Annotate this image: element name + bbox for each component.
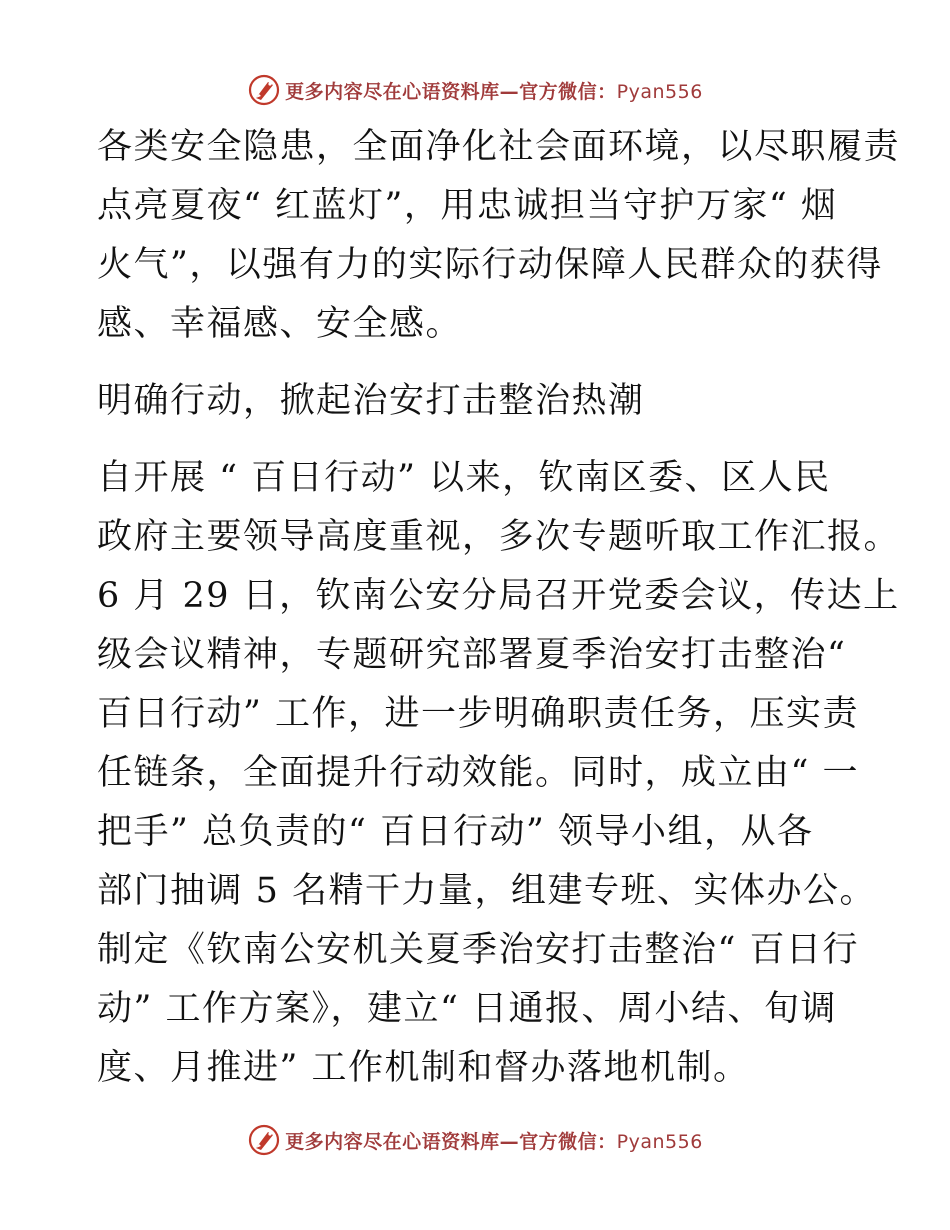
text-line: 制定《钦南公安机关夏季治安打击整治“ 百日行: [97, 930, 860, 970]
header-banner: [0, 70, 950, 110]
text-line: 级会议精神，专题研究部署夏季治安打击整治“: [97, 635, 847, 675]
heading-text: 明确行动，掀起治安打击整治热潮: [97, 381, 645, 421]
text-line: 各类安全隐患，全面净化社会面环境，以尽职履责: [97, 127, 901, 167]
paragraph-2: [97, 449, 901, 1098]
section-heading: [97, 372, 857, 431]
text-line: 部门抽调 5 名精干力量，组建专班、实体办公。: [97, 871, 877, 911]
text-line: 6 月 29 日，钦南公安分局召开党委会议，传达上: [97, 576, 900, 616]
text-line: 火气”，以强有力的实际行动保障人民群众的获得: [97, 245, 883, 285]
text-line: 感、幸福感、安全感。: [97, 304, 463, 344]
text-line: 动” 工作方案》，建立“ 日通报、周小结、旬调: [97, 989, 838, 1029]
text-line: 政府主要领导高度重视，多次专题听取工作汇报。: [97, 517, 901, 557]
text-line: 把手” 总负责的“ 百日行动” 领导小组，从各: [97, 812, 814, 852]
text-line: 点亮夏夜“ 红蓝灯”，用忠诚担当守护万家“ 烟: [97, 186, 838, 226]
pen-nib-logo-icon: [247, 73, 281, 107]
banner-handle: Pyan556: [616, 1130, 703, 1153]
paragraph-1: [97, 118, 901, 354]
banner-text: 更多内容尽在心语资料库—官方微信：: [285, 80, 617, 103]
pen-nib-logo-icon: [247, 1123, 281, 1157]
text-line: 任链条，全面提升行动效能。同时，成立由“ 一: [97, 753, 860, 793]
document-body: [97, 118, 901, 1098]
text-line: 度、月推进” 工作机制和督办落地机制。: [97, 1048, 750, 1088]
banner-handle: Pyan556: [616, 80, 703, 103]
text-line: 百日行动” 工作，进一步明确职责任务，压实责: [97, 694, 860, 734]
footer-banner: [0, 1120, 950, 1160]
banner-text: 更多内容尽在心语资料库—官方微信：: [285, 1130, 617, 1153]
text-line: 自开展 “ 百日行动” 以来，钦南区委、区人民: [97, 458, 831, 498]
